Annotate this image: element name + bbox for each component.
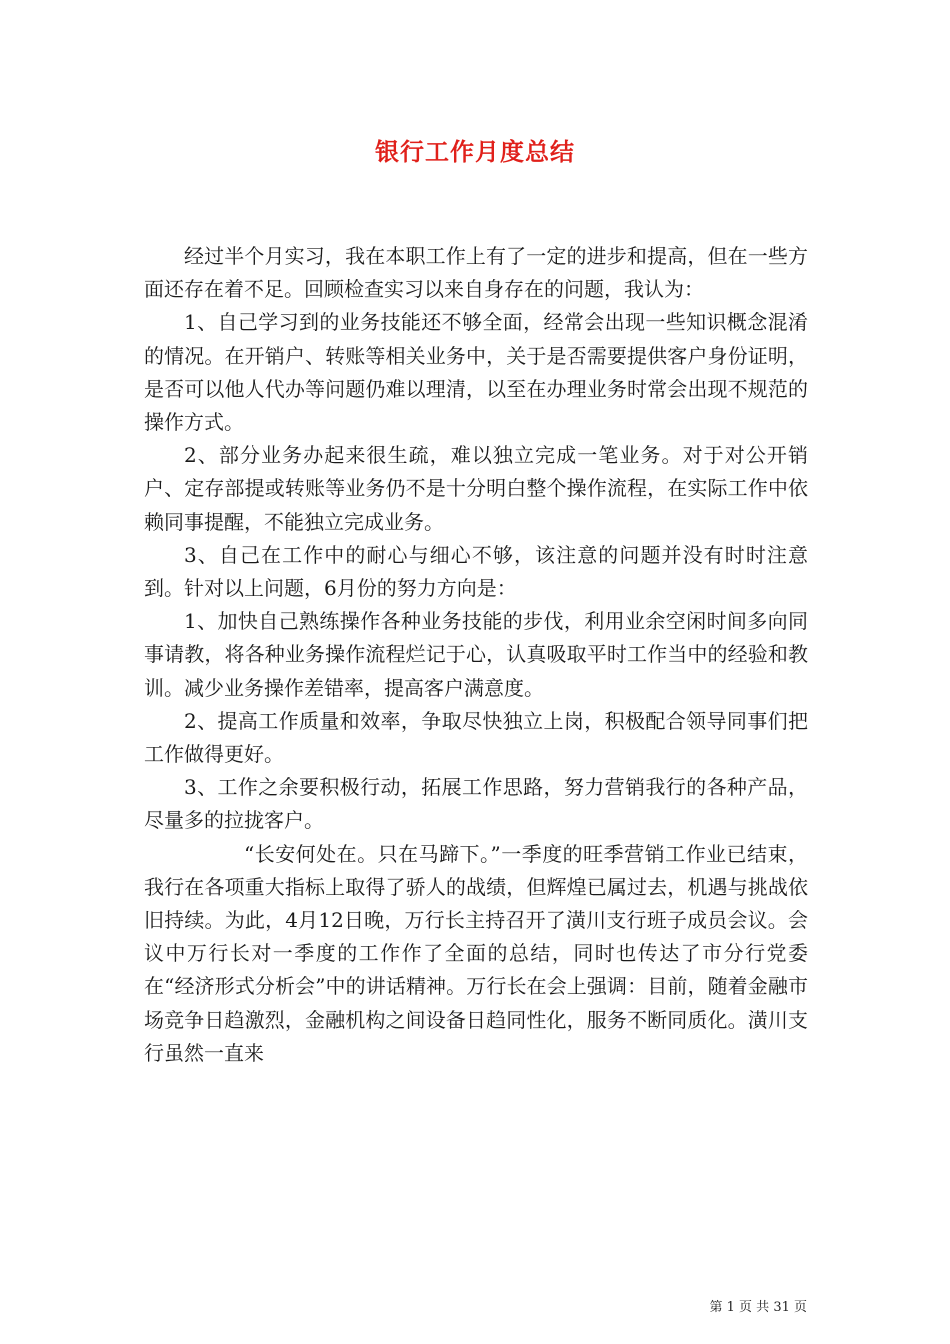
paragraph-plan-3: 3、工作之余要积极行动，拓展工作思路，努力营销我行的各种产品，尽量多的拉拢客户。 <box>144 775 808 833</box>
paragraph-plan-2: 2、提高工作质量和效率，争取尽快独立上岗，积极配合领导同事们把工作做得更好。 <box>144 708 808 767</box>
paragraph-plan-1: 1、加快自己熟练操作各种业务技能的步伐，利用业余空闲时间多向同事请教，将各种业务操作流程烂记于心，认真吸取平时工作当中的经验和教训。减少业务操作差错率，提高客户满意度。 <box>144 609 808 700</box>
paragraph-issue-3: 3、自己在工作中的耐心与细心不够，该注意的问题并没有时时注意到。针对以上问题，6月份的努力方向是： <box>144 542 808 601</box>
paragraph-issue-2: 2、部分业务办起来很生疏，难以独立完成一笔业务。对于对公开销户、定存部提或转账等业务仍不是十分明白整个操作流程，在实际工作中依赖同事提醒，不能独立完成业务。 <box>144 443 808 534</box>
page-number: 第 1 页 共 31 页 <box>709 1300 807 1315</box>
paragraph-meeting: “长安何处在。只在马蹄下。”一季度的旺季营销工作业已结束，我行在各项重大指标上取得了骄人的战绩，但辉煌已属过去，机遇与挑战依旧持续。为此，4月12日晚，万行长主持召开了潢川支行班子成员会议。会议中万行长对一季度的工作作了全面的总结，同时也传达了市分行党委在“经济形式分析会”中的讲话精神。万行长在会上强调：目前，随着金融市场竞争日趋激烈，金融机构之间设备日趋同性化，服务不断同质化。潢川支行虽然一直来 <box>144 841 808 1065</box>
document-body <box>144 240 808 1070</box>
document-title: 银行工作月度总结 <box>375 137 575 166</box>
paragraph-issue-1: 1、自己学习到的业务技能还不够全面，经常会出现一些知识概念混淆的情况。在开销户、转账等相关业务中，关于是否需要提供客户身份证明，是否可以他人代办等问题仍难以理清，以至在办理业务时常会出现不规范的操作方式。 <box>144 310 808 435</box>
paragraph-intro: 经过半个月实习，我在本职工作上有了一定的进步和提高，但在一些方面还存在着不足。回顾检查实习以来自身存在的问题，我认为： <box>144 244 808 302</box>
